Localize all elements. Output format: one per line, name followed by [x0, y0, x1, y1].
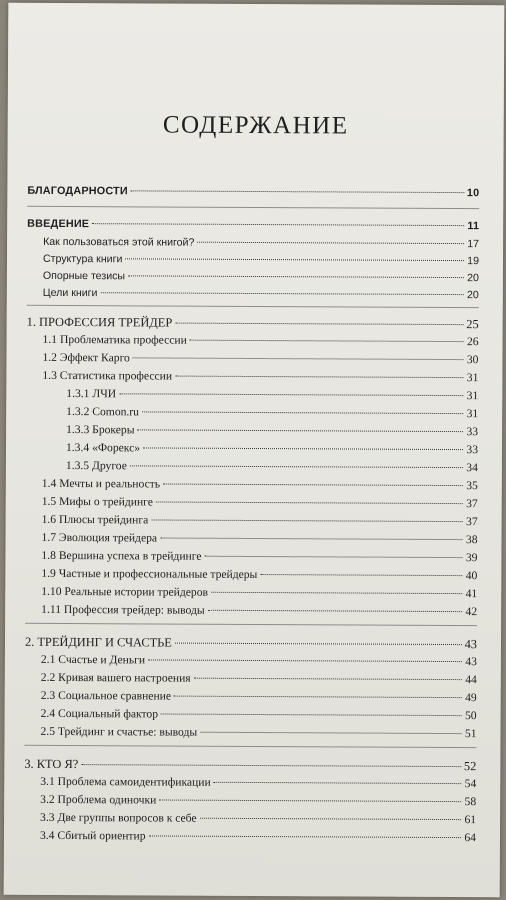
- toc-page-number: 25: [466, 317, 479, 332]
- toc-page-number: 20: [466, 289, 479, 302]
- toc-page-number: 44: [465, 673, 477, 687]
- section-divider: [27, 206, 479, 209]
- section-divider: [25, 623, 477, 626]
- toc-entry: [43, 333, 479, 348]
- toc-entry-label: 2.3 Социальное сравнение: [40, 688, 172, 703]
- page-title: СОДЕРЖАНИЕ: [162, 111, 349, 140]
- toc-entry-label: ВВЕДЕНИЕ: [27, 217, 90, 231]
- toc-page-number: 43: [465, 655, 477, 669]
- toc-entry: [42, 531, 478, 546]
- toc-entry-label: 1.6 Плюсы трейдинга: [41, 512, 149, 527]
- dot-leader: [159, 800, 461, 803]
- toc-entry: [43, 287, 479, 301]
- toc-entry-label: 2.1 Счастье и Деньги: [40, 652, 146, 667]
- dot-leader: [260, 574, 462, 576]
- toc-entry-label: Как пользоваться этой книгой?: [43, 235, 195, 249]
- toc-entry: [42, 495, 478, 510]
- toc-entry-label: 3.2 Проблема одиночки: [40, 792, 157, 807]
- toc-entry-label: 2.2 Кривая вашего настроения: [40, 670, 191, 685]
- toc-entry: [41, 603, 477, 618]
- toc-entry-label: 3.4 Сбитый ориентир: [39, 828, 146, 843]
- toc-page-number: 61: [464, 813, 477, 827]
- toc-page-number: 31: [466, 371, 479, 385]
- toc-page-number: 52: [463, 759, 477, 774]
- dot-leader: [156, 501, 463, 504]
- toc-page-number: 19: [467, 255, 480, 268]
- toc-chapter-1: [27, 315, 479, 332]
- dot-leader: [149, 835, 462, 838]
- toc-subentry: [66, 459, 478, 474]
- toc-entry: [40, 811, 476, 826]
- dot-leader: [81, 764, 461, 767]
- toc-page-number: 41: [465, 587, 478, 601]
- toc-page-number: 35: [466, 479, 478, 493]
- toc-entry-label: 1.10 Реальные истории трейдеров: [41, 584, 209, 599]
- toc-subentry: [66, 423, 478, 438]
- dot-leader: [175, 376, 464, 379]
- toc-page-number: 26: [466, 335, 479, 349]
- toc-entry-label: Цели книги: [42, 286, 98, 300]
- dot-leader: [119, 393, 464, 396]
- toc-entry: [41, 689, 477, 704]
- toc-entry: [42, 513, 478, 528]
- toc-page-number: 33: [466, 443, 479, 457]
- toc-page-number: 51: [464, 727, 477, 741]
- toc-entry-label: 1.3.4 «Форекс»: [65, 441, 141, 455]
- section-divider: [24, 745, 476, 748]
- toc-page-number: 37: [466, 497, 478, 511]
- dot-leader: [174, 696, 462, 699]
- toc-entry-label: 1.5 Мифы о трейдинге: [41, 494, 153, 509]
- toc-entry-label: 1.3.1 ЛЧИ: [66, 387, 117, 401]
- dot-leader: [200, 818, 462, 820]
- toc-entry-label: 1.4 Мечты и реальность: [41, 476, 161, 491]
- dot-leader: [131, 190, 464, 193]
- toc-entry-label: 1.7 Эволюция трейдера: [41, 530, 158, 545]
- toc-page-number: 49: [465, 691, 477, 705]
- toc-page-number: 64: [464, 831, 477, 845]
- toc-page-number: 10: [466, 187, 480, 200]
- toc-entry-label: 1.9 Частные и профессиональные трейдеры: [41, 566, 258, 582]
- dot-leader: [194, 678, 463, 680]
- toc-entry: [43, 236, 479, 250]
- toc-chapter-3: [24, 757, 476, 774]
- toc-entry-label: 1.3 Статистика профессии: [42, 368, 173, 383]
- toc-entry-label: Структура книги: [42, 252, 123, 266]
- dot-leader: [151, 519, 463, 522]
- toc-entry: [41, 653, 477, 668]
- toc-page-number: 31: [466, 407, 479, 421]
- toc-entry-label: 3.3 Две группы вопросов к себе: [40, 810, 197, 825]
- toc-page-number: 54: [464, 777, 477, 791]
- toc-entry-label: 1.3.2 Comon.ru: [66, 405, 140, 419]
- toc-entry: [42, 477, 478, 492]
- toc-entry: [40, 725, 476, 740]
- dot-leader: [175, 323, 463, 326]
- toc-entry-label: 3.1 Проблема самоидентификации: [40, 774, 211, 789]
- toc-page-number: 58: [464, 795, 477, 809]
- toc-entry-label: 1.8 Вершина успеха в трейдинге: [41, 548, 202, 563]
- toc-entry-label: 3. КТО Я?: [24, 756, 79, 772]
- toc-subentry: [66, 441, 478, 456]
- toc-entry-label: Опорные тезисы: [42, 269, 126, 283]
- toc-page-number: 38: [465, 533, 478, 547]
- toc-entry: [41, 567, 477, 582]
- toc-entry: [42, 369, 478, 384]
- toc-page-number: 30: [466, 353, 479, 367]
- dot-leader: [214, 782, 462, 784]
- toc-entry: [41, 707, 477, 722]
- toc-page-number: 39: [465, 551, 478, 565]
- toc-entry-label: 2.4 Социальный фактор: [40, 706, 159, 721]
- dot-leader: [161, 714, 462, 717]
- toc-page-number: 20: [467, 272, 479, 285]
- dot-leader: [128, 275, 464, 278]
- toc-entry: [40, 829, 476, 844]
- toc-entry: [40, 793, 476, 808]
- toc-entry: [42, 351, 478, 366]
- book-page: [4, 3, 505, 898]
- toc-entry: [43, 270, 479, 284]
- dot-leader: [92, 223, 464, 226]
- dot-leader: [143, 447, 463, 450]
- toc-entry-label: 1.3.3 Брокеры: [66, 423, 135, 437]
- dot-leader: [133, 357, 464, 360]
- toc-page-number: 31: [466, 389, 479, 403]
- dot-leader: [160, 538, 463, 541]
- dot-leader: [211, 592, 463, 594]
- dot-leader: [200, 732, 462, 734]
- toc-page-number: 33: [466, 425, 479, 439]
- dot-leader: [197, 242, 464, 244]
- toc-entry-acknowledgements: [27, 185, 479, 199]
- dot-leader: [190, 340, 464, 342]
- toc-page-number: 42: [465, 605, 478, 619]
- dot-leader: [175, 643, 462, 646]
- toc-entry-label: БЛАГОДАРНОСТИ: [27, 184, 128, 198]
- toc-entry-label: 1.2 Эффект Карго: [42, 350, 130, 365]
- toc-page-number: 37: [466, 515, 478, 529]
- section-divider: [27, 305, 479, 308]
- toc-page-number: 40: [465, 569, 478, 583]
- toc-entry-label: 1. ПРОФЕССИЯ ТРЕЙДЕР: [26, 314, 173, 330]
- toc-page-number: 43: [464, 637, 478, 652]
- toc-entry-label: 1.1 Проблематика профессии: [42, 332, 187, 347]
- toc-page-number: 50: [464, 709, 477, 723]
- dot-leader: [125, 258, 464, 261]
- toc-subentry: [66, 387, 478, 402]
- toc-entry-label: 2. ТРЕЙДИНГ И СЧАСТЬЕ: [24, 634, 172, 650]
- toc-chapter-2: [25, 635, 477, 652]
- dot-leader: [138, 429, 464, 432]
- dot-leader: [130, 465, 463, 468]
- dot-leader: [208, 610, 463, 612]
- toc-subentry: [66, 405, 478, 420]
- toc-page-number: 11: [467, 220, 480, 233]
- dot-leader: [148, 659, 462, 662]
- toc-page-number: 34: [466, 461, 478, 475]
- toc-entry-label: 1.3.5 Другое: [65, 459, 127, 473]
- toc-page-number: 17: [467, 238, 480, 251]
- dot-leader: [142, 411, 464, 414]
- dot-leader: [163, 484, 463, 487]
- toc-entry: [41, 585, 477, 600]
- dot-leader: [100, 292, 464, 295]
- toc-entry-label: 2.5 Трейдинг и счастье: выводы: [40, 724, 198, 739]
- dot-leader: [205, 556, 463, 558]
- toc-entry-introduction: [27, 218, 479, 232]
- toc-entry: [41, 549, 477, 564]
- toc-entry: [41, 671, 477, 686]
- toc-entry-label: 1.11 Профессия трейдер: выводы: [41, 602, 205, 617]
- toc-entry: [40, 775, 476, 790]
- toc-entry: [43, 253, 479, 267]
